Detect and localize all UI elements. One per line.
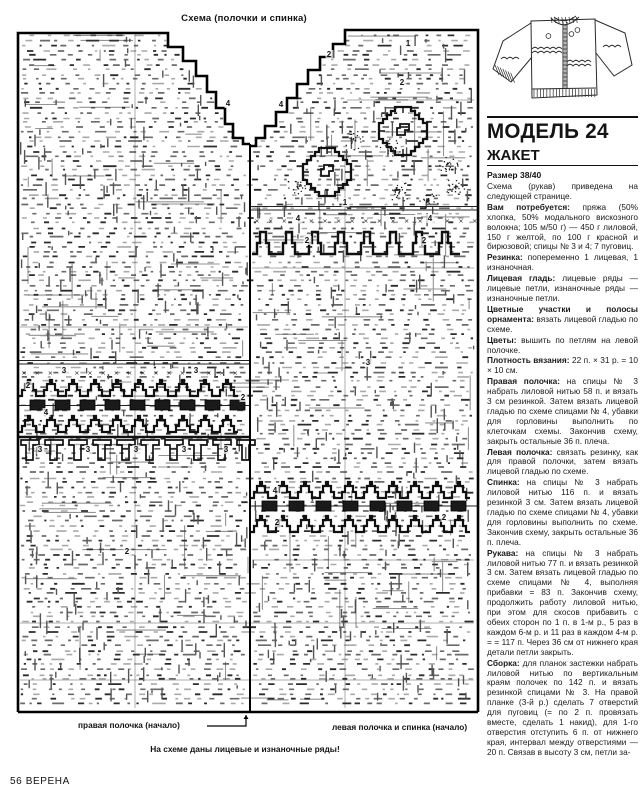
- chart-marker: 2: [240, 393, 246, 402]
- svg-text:×: ×: [308, 217, 315, 225]
- divider-line-sub: [487, 165, 638, 166]
- knitting-chart: [8, 28, 480, 733]
- svg-text:×: ×: [34, 369, 40, 377]
- chart-marker: 4: [295, 214, 301, 223]
- svg-text:×: ×: [140, 369, 146, 377]
- chart-marker: 3: [181, 445, 187, 454]
- chart-marker: 4: [278, 100, 284, 109]
- chart-marker: 3: [223, 445, 229, 454]
- pattern-section: Цветы: вышить по петлям на левой полочке.: [487, 334, 638, 355]
- svg-text:×: ×: [254, 217, 260, 225]
- svg-text:×: ×: [74, 369, 80, 377]
- chart-marker: 4: [225, 99, 231, 108]
- chart-marker: 4: [43, 408, 49, 417]
- svg-text:×: ×: [126, 369, 133, 377]
- chart-marker: 2: [274, 518, 280, 527]
- chart-marker: 2: [124, 547, 130, 556]
- pattern-section: Вам потребуется: пряжа (50% хлопка, 50% модального вискозного волокна; 105 м/50 г) — 450 г лиловой, 150 г желтой, по 100 г красной и бирюзовой; спицы № 3 и 4; 7 пуговиц.: [487, 201, 638, 252]
- chart-marker: 4: [272, 486, 278, 495]
- pattern-section: Левая полочка: связать резинку, как для правой полочки, затем вязать лицевой гладью по схеме.: [487, 446, 638, 477]
- chart-marker: 2: [304, 236, 310, 245]
- chart-marker: 2: [421, 236, 427, 245]
- pattern-section: Правая полочка: на спицы № 3 набрать лиловой нитью 58 п. и вязать 3 см резинкой. Затем вязать лицевой гладью по схеме спицами № 4, убавки для горловины выполнить по клеточкам схемы. Закончив схему, закрыть остальные 36 п. плеча.: [487, 376, 638, 446]
- chart-title: Схема (полочки и спинка): [181, 13, 307, 24]
- svg-text:×: ×: [100, 369, 106, 377]
- svg-text:×: ×: [363, 217, 369, 225]
- size-label: Размер 38/40: [487, 170, 542, 180]
- chart-marker: 1: [405, 39, 411, 48]
- chart-marker: 4: [427, 214, 433, 223]
- svg-text:×: ×: [219, 369, 225, 377]
- svg-text:×: ×: [349, 217, 355, 225]
- svg-text:×: ×: [281, 217, 287, 225]
- svg-text:×: ×: [153, 369, 159, 377]
- model-title: МОДЕЛЬ 24: [487, 120, 609, 143]
- svg-text:×: ×: [267, 217, 274, 225]
- chart-marker: 3: [85, 445, 91, 454]
- pattern-section: Цветные участки и полосы орнамента: вязать лицевой гладью по схеме.: [487, 303, 638, 334]
- model-subtitle: ЖАКЕТ: [487, 147, 540, 164]
- svg-text:×: ×: [444, 217, 451, 225]
- pattern-section: Спинка: на спицы № 3 набрать лиловой нитью 116 п. и вязать резинкой 3 см. Затем вязать лицевой гладью по схеме спицами № 4, убавки для горловины выполнить по схеме. Закончив схему, закрыть остальные 36 п. плеча.: [487, 477, 639, 547]
- chart-marker: 3: [365, 358, 371, 367]
- svg-text:×: ×: [458, 217, 464, 225]
- svg-text:×: ×: [166, 369, 172, 377]
- svg-text:×: ×: [179, 369, 186, 377]
- pattern-section: Рукава: на спицы № 3 набрать лиловой нитью 77 п. и вязать резинкой 3 см. Затем вязать лицевой гладью по схеме спицами № 4, выполняя прибавки = 83 п. Закончив схему, продолжить работу лиловой нитью, при этом для скосов прибавить с обеих сторон по 1 п. в 1-м р., 5 раз в каждом 6-м р. и 11 раз в каждом 4-м р. = = 117 п. Через 36 см от нижнего края детали петли закрыть.: [487, 547, 638, 657]
- svg-text:×: ×: [206, 369, 212, 377]
- pattern-section: Резинка: попеременно 1 лицевая, 1 изнаночная.: [487, 252, 638, 273]
- svg-text:×: ×: [232, 369, 238, 377]
- chart-marker: 2: [441, 513, 447, 522]
- page-number: 56 ВЕРЕНА: [10, 776, 70, 787]
- label-right-front-start: правая полочка (начало): [78, 720, 180, 730]
- svg-text:×: ×: [390, 217, 396, 225]
- pattern-section: Лицевая гладь: лицевые ряды — лицевые петли, изнаночные ряды — изнаночные петли.: [487, 273, 638, 303]
- svg-text:×: ×: [87, 369, 93, 377]
- svg-text:×: ×: [21, 369, 27, 377]
- svg-text:×: ×: [335, 217, 342, 225]
- svg-text:×: ×: [417, 217, 423, 225]
- chart-note: На схеме даны лицевые и изнаночные ряды!: [150, 744, 340, 754]
- chart-marker: 2: [25, 381, 31, 390]
- pattern-section: Сборка: для планок застежки набрать лиловой нитью по вертикальным краям полочек по 142 п. и вязать резинкой спицами № 3. На правой планке (3-й р.) сделать 7 отверстий для пуговиц (= по 2 п. провязать вместе, сделать 1 накид), для 1-го отверстия отступить 6 п. от нижнего края, интервал между отверстиями — 20 п. Связав в высоту 3 см, петли за-: [487, 657, 639, 757]
- label-left-front-back-start: левая полочка и спинка (начало): [332, 722, 468, 732]
- chart-marker: 3: [193, 366, 199, 375]
- intro-paragraph: Схема (рукав) приведена на следующей странице.: [487, 181, 638, 201]
- jacket-sketch: [491, 5, 639, 117]
- chart-marker: 2: [399, 78, 405, 87]
- chart-marker: 2: [326, 50, 332, 59]
- article-sections: [487, 182, 638, 759]
- svg-text:×: ×: [113, 369, 120, 377]
- pattern-section: Плотность вязания: 22 п. × 31 р. = 10 × 10 см.: [487, 355, 638, 376]
- svg-text:×: ×: [376, 217, 383, 225]
- chart-marker: 3: [37, 445, 43, 454]
- chart-marker: 3: [61, 366, 67, 375]
- chart-marker: 3: [133, 445, 139, 454]
- divider-line-top: [487, 116, 638, 118]
- svg-text:×: ×: [47, 369, 54, 377]
- chart-marker: 1: [342, 198, 348, 207]
- svg-text:×: ×: [403, 217, 410, 225]
- svg-text:×: ×: [322, 217, 328, 225]
- svg-text:×: ×: [471, 217, 478, 225]
